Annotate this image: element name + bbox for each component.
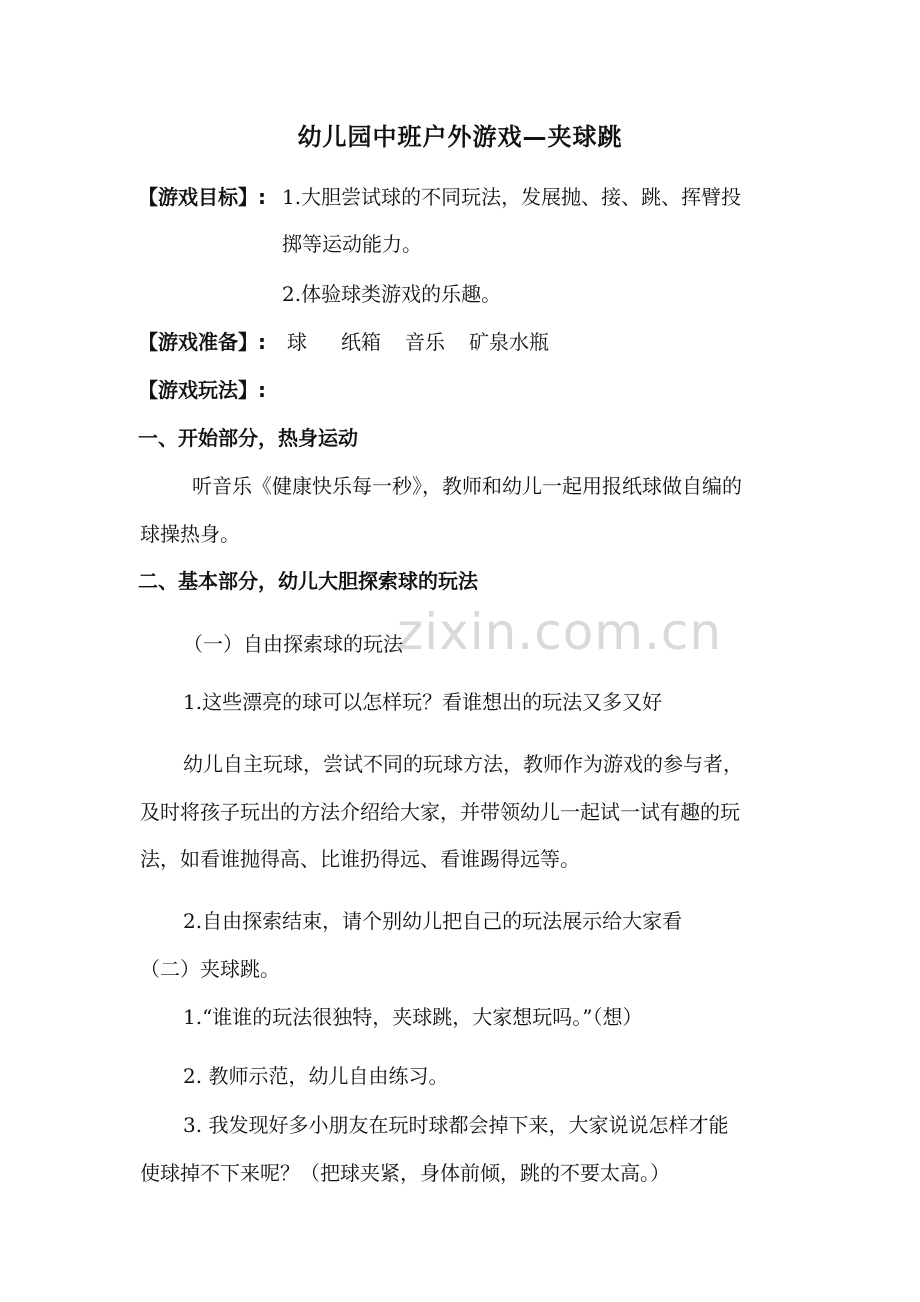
section1-paragraph-line2: 球操热身。 bbox=[140, 522, 240, 546]
step-3-line2: 使球掉不下来呢？（把球夹紧，身体前倾，跳的不要太高。） bbox=[140, 1161, 670, 1185]
subsection-2-heading: （二）夹球跳。 bbox=[140, 957, 280, 981]
paragraph-2-line3: 法，如看谁抛得高、比谁扔得远、看谁踢得远等。 bbox=[140, 847, 580, 871]
goal-line-1: 1.大胆尝试球的不同玩法，发展抛、接、跳、挥臂投 bbox=[282, 185, 742, 209]
prep-item: 纸箱 bbox=[341, 330, 381, 354]
question-2: 2.自由探索结束，请个别幼儿把自己的玩法展示给大家看 bbox=[183, 909, 683, 933]
watermark: zixin.com.cn bbox=[397, 603, 723, 661]
prep-items bbox=[287, 328, 571, 356]
prep-item: 音乐 bbox=[405, 330, 445, 354]
prep-item: 矿泉水瓶 bbox=[469, 330, 549, 354]
goal-line-2: 2.体验球类游戏的乐趣。 bbox=[282, 282, 502, 306]
goal-line-1b: 掷等运动能力。 bbox=[282, 232, 422, 256]
paragraph-2-line2: 及时将孩子玩出的方法介绍给大家，并带领幼儿一起试一试有趣的玩 bbox=[140, 800, 740, 824]
prep-label: 【游戏准备】: bbox=[138, 330, 266, 354]
paragraph-2-line1: 幼儿自主玩球，尝试不同的玩球方法，教师作为游戏的参与者， bbox=[183, 752, 743, 776]
step-1: 1.“谁谁的玩法很独特，夹球跳，大家想玩吗。”（想） bbox=[183, 1005, 643, 1029]
document-title: 幼儿园中班户外游戏—夹球跳 bbox=[297, 123, 623, 151]
play-label: 【游戏玩法】: bbox=[138, 378, 266, 402]
section1-paragraph-line1: 听音乐《健康快乐每一秒》，教师和幼儿一起用报纸球做自编的 bbox=[192, 474, 742, 498]
question-1: 1.这些漂亮的球可以怎样玩？看谁想出的玩法又多又好 bbox=[183, 690, 663, 714]
section2-heading: 二、基本部分，幼儿大胆探索球的玩法 bbox=[138, 569, 478, 593]
step-3-line1: 3. 我发现好多小朋友在玩时球都会掉下来，大家说说怎样才能 bbox=[183, 1113, 729, 1137]
subsection-1-heading: （一）自由探索球的玩法 bbox=[183, 632, 403, 656]
section1-heading: 一、开始部分，热身运动 bbox=[138, 426, 358, 450]
step-2: 2. 教师示范，幼儿自由练习。 bbox=[183, 1064, 449, 1088]
prep-item: 球 bbox=[287, 330, 307, 354]
goal-label: 【游戏目标】: bbox=[138, 185, 266, 209]
